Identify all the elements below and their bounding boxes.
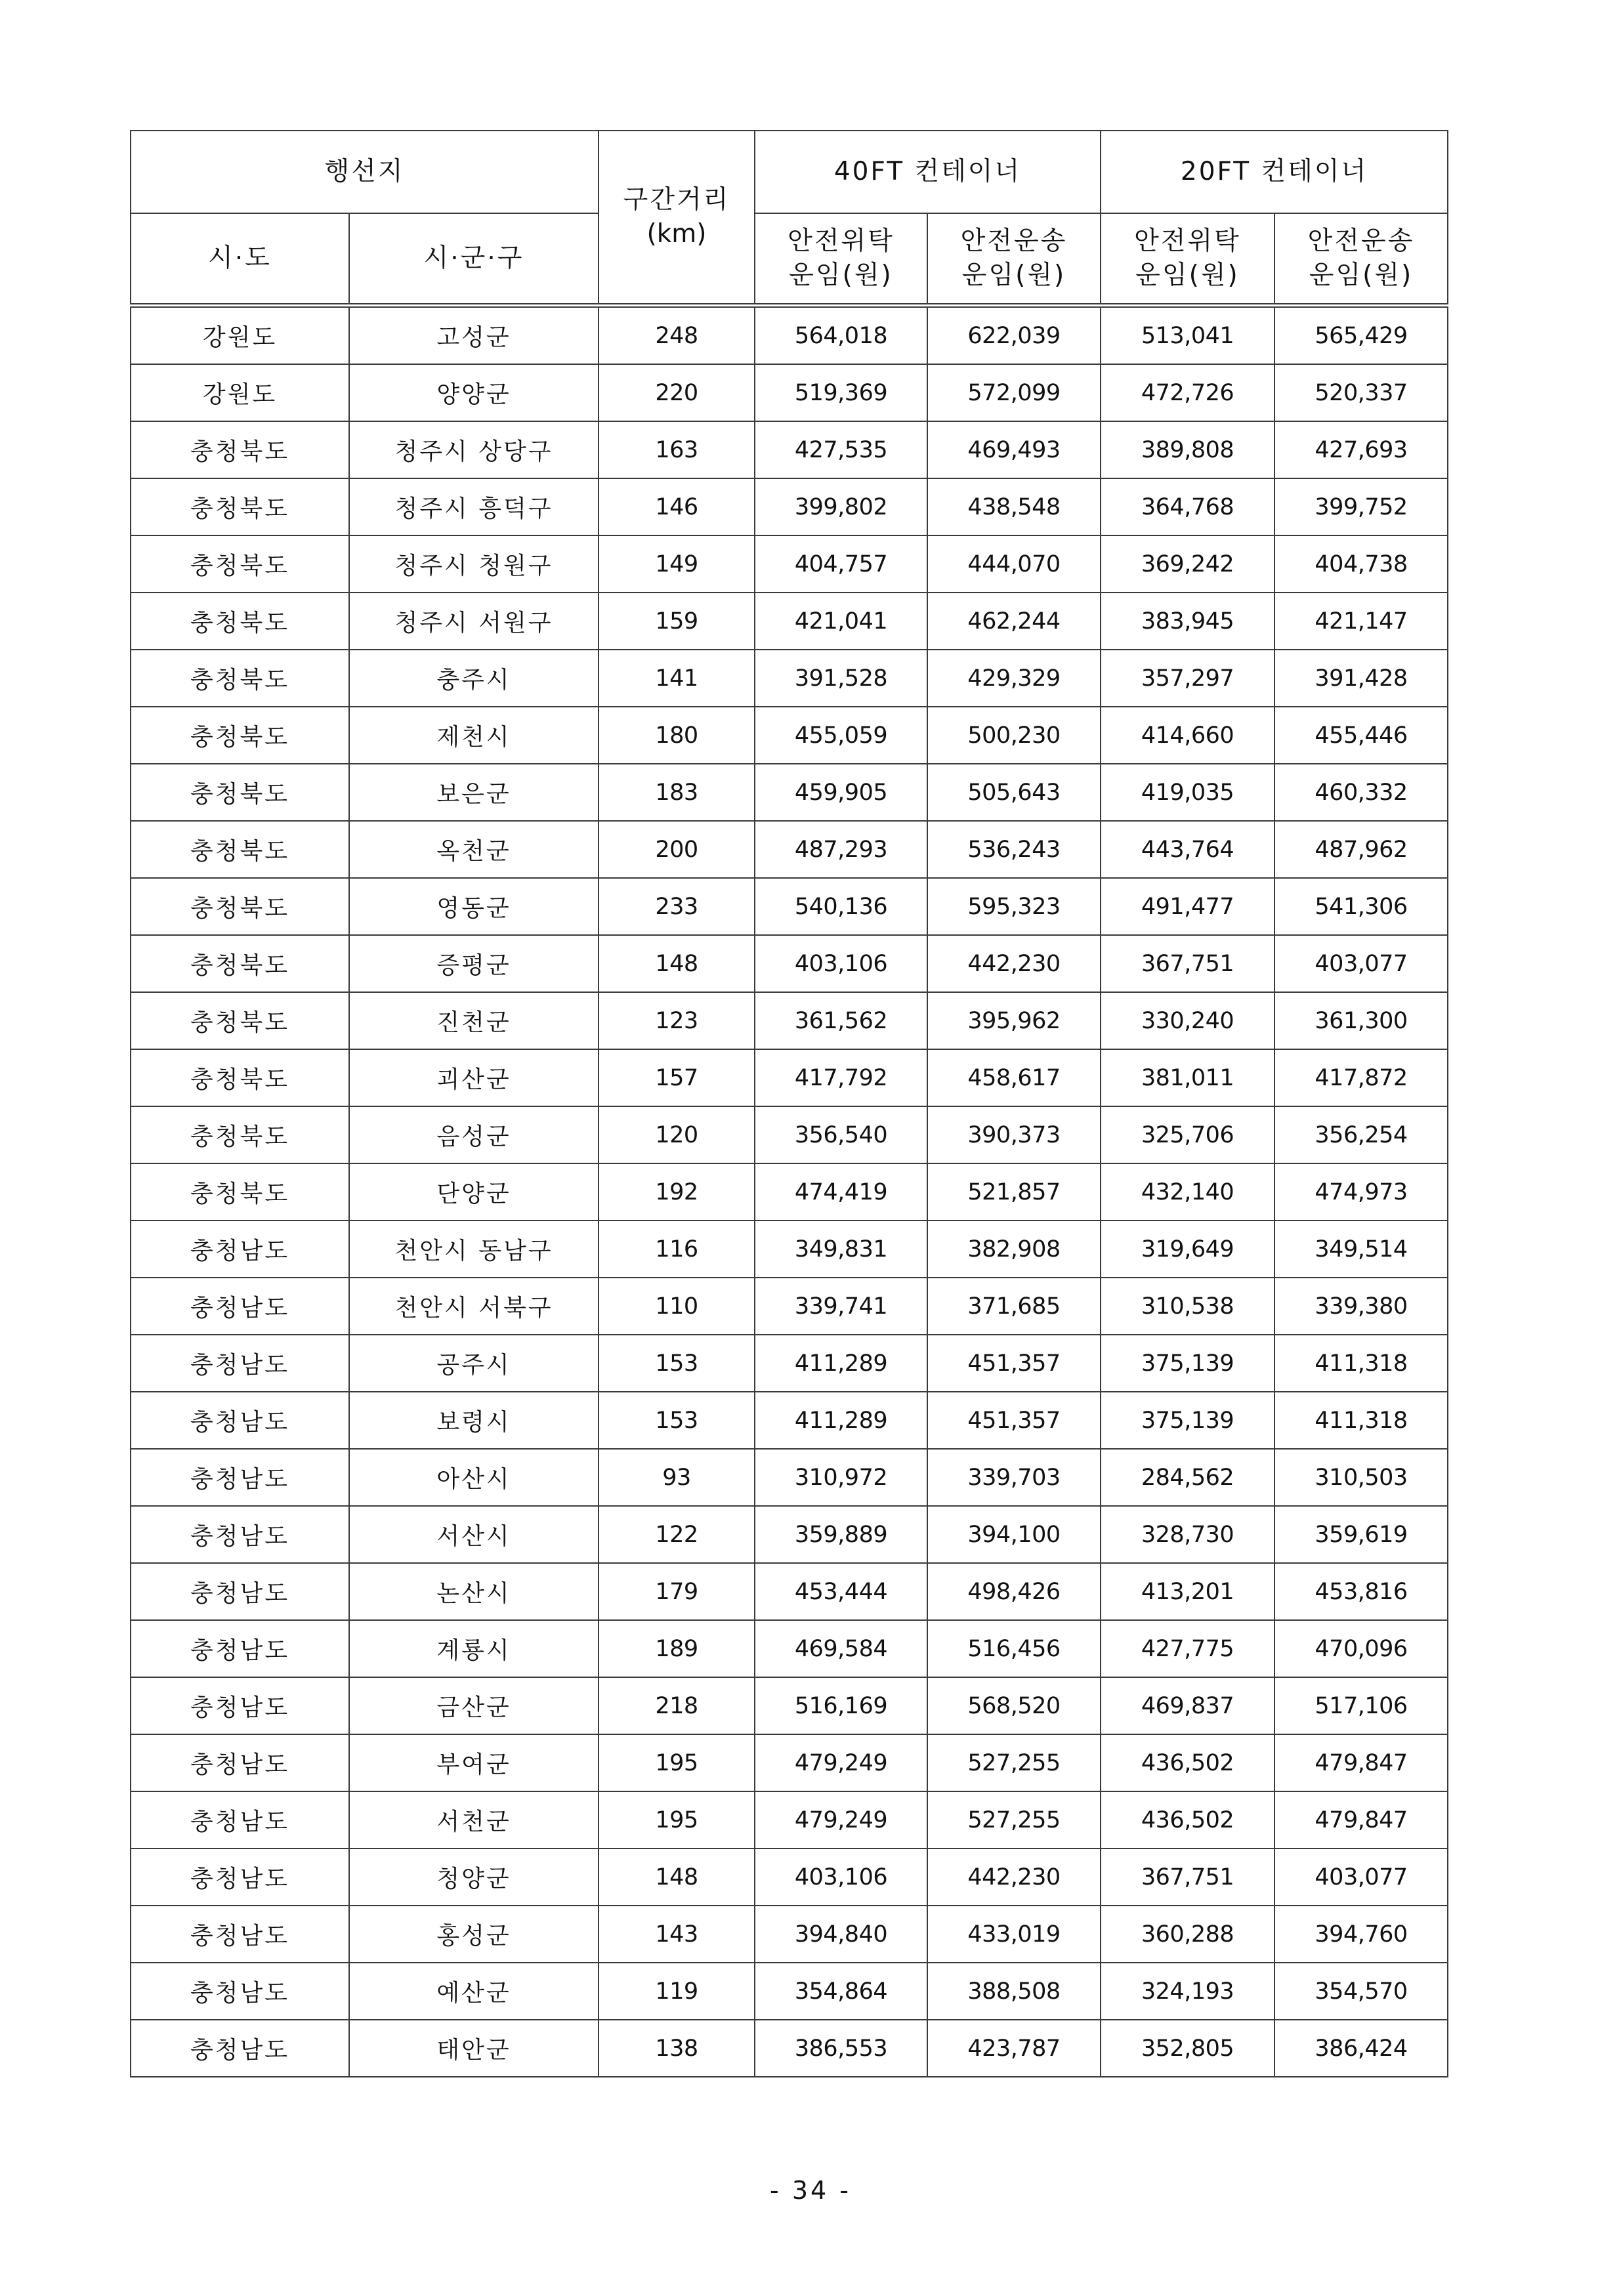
distance-cell: 123	[599, 992, 755, 1049]
ft20-commission-cell: 436,502	[1101, 1791, 1274, 1848]
ft20-transport-cell: 359,619	[1274, 1506, 1448, 1563]
ft40-commission-cell: 354,864	[755, 1963, 927, 2020]
ft20-transport-cell: 361,300	[1274, 992, 1448, 1049]
city-cell: 증평군	[349, 935, 599, 992]
province-cell: 충청남도	[131, 1848, 349, 1906]
city-cell: 청양군	[349, 1848, 599, 1906]
distance-cell: 218	[599, 1677, 755, 1734]
province-cell: 충청남도	[131, 1906, 349, 1963]
ft20-commission-cell: 284,562	[1101, 1449, 1274, 1506]
province-cell: 충청북도	[131, 821, 349, 878]
city-cell: 서천군	[349, 1791, 599, 1848]
city-cell: 홍성군	[349, 1906, 599, 1963]
city-cell: 부여군	[349, 1734, 599, 1791]
transport-line2: 운임(원)	[1309, 261, 1414, 290]
transport-line2: 운임(원)	[961, 261, 1066, 290]
ft20-commission-cell: 413,201	[1101, 1563, 1274, 1620]
province-cell: 충청북도	[131, 935, 349, 992]
distance-cell: 233	[599, 878, 755, 935]
province-cell: 충청남도	[131, 1506, 349, 1563]
city-cell: 충주시	[349, 650, 599, 707]
province-cell: 충청남도	[131, 1449, 349, 1506]
ft20-transport-cell: 403,077	[1274, 935, 1448, 992]
table-row	[131, 1335, 1448, 1392]
province-cell: 충청남도	[131, 1335, 349, 1392]
distance-label: 구간거리	[623, 185, 730, 215]
table-row	[131, 306, 1448, 365]
table-row	[131, 707, 1448, 764]
province-cell: 충청북도	[131, 650, 349, 707]
city-cell: 계룡시	[349, 1620, 599, 1677]
ft40-commission-cell: 427,535	[755, 421, 927, 478]
table-row	[131, 992, 1448, 1049]
table-row	[131, 1620, 1448, 1677]
city-cell: 진천군	[349, 992, 599, 1049]
distance-cell: 119	[599, 1963, 755, 2020]
table-row	[131, 1791, 1448, 1848]
province-cell: 충청북도	[131, 1163, 349, 1221]
ft40-commission-cell: 421,041	[755, 593, 927, 650]
city-cell: 음성군	[349, 1106, 599, 1163]
ft20-transport-cell: 427,693	[1274, 421, 1448, 478]
ft40-transport-cell: 433,019	[927, 1906, 1101, 1963]
ft40-transport-cell: 423,787	[927, 2020, 1101, 2077]
table-row	[131, 478, 1448, 535]
province-cell: 충청남도	[131, 1791, 349, 1848]
page-number: - 34 -	[770, 2176, 851, 2205]
ft20-transport-cell: 460,332	[1274, 764, 1448, 821]
table-row	[131, 764, 1448, 821]
ft40-transport-cell: 394,100	[927, 1506, 1101, 1563]
table-row	[131, 935, 1448, 992]
table-row	[131, 1963, 1448, 2020]
province-cell: 충청북도	[131, 1049, 349, 1106]
ft40-commission-cell: 386,553	[755, 2020, 927, 2077]
city-cell: 청주시 서원구	[349, 593, 599, 650]
ft20-commission-cell: 324,193	[1101, 1963, 1274, 2020]
ft40-commission-cell: 403,106	[755, 935, 927, 992]
ft20-transport-cell: 356,254	[1274, 1106, 1448, 1163]
table-row	[131, 364, 1448, 421]
city-cell: 단양군	[349, 1163, 599, 1221]
ft20-transport-cell: 403,077	[1274, 1848, 1448, 1906]
ft40-commission-cell: 339,741	[755, 1278, 927, 1335]
province-cell: 충청남도	[131, 1392, 349, 1449]
commission-line1: 안전위탁	[1134, 226, 1241, 256]
table-row	[131, 821, 1448, 878]
ft40-commission-cell: 391,528	[755, 650, 927, 707]
header-row-sub	[131, 213, 1448, 306]
ft20-commission-cell: 383,945	[1101, 593, 1274, 650]
distance-cell: 138	[599, 2020, 755, 2077]
ft40-commission-cell: 394,840	[755, 1906, 927, 1963]
ft20-commission-cell: 375,139	[1101, 1392, 1274, 1449]
ft40-transport-cell: 388,508	[927, 1963, 1101, 2020]
destination-header: 행선지	[131, 131, 599, 213]
ft40-transport-cell: 572,099	[927, 364, 1101, 421]
city-cell: 태안군	[349, 2020, 599, 2077]
ft40-transport-cell: 395,962	[927, 992, 1101, 1049]
ft20-commission-cell: 360,288	[1101, 1906, 1274, 1963]
ft40-commission-cell: 361,562	[755, 992, 927, 1049]
ft20-transport-cell: 479,847	[1274, 1734, 1448, 1791]
ft40-commission-cell: 479,249	[755, 1791, 927, 1848]
city-cell: 제천시	[349, 707, 599, 764]
distance-cell: 120	[599, 1106, 755, 1163]
ft40-commission-cell: 349,831	[755, 1221, 927, 1278]
ft20-transport-cell: 394,760	[1274, 1906, 1448, 1963]
city-cell: 보령시	[349, 1392, 599, 1449]
ft20-transport-cell: 487,962	[1274, 821, 1448, 878]
ft20-transport-cell: 517,106	[1274, 1677, 1448, 1734]
province-cell: 강원도	[131, 364, 349, 421]
city-cell: 공주시	[349, 1335, 599, 1392]
city-cell: 논산시	[349, 1563, 599, 1620]
ft20-transport-cell: 417,872	[1274, 1049, 1448, 1106]
province-cell: 충청북도	[131, 478, 349, 535]
ft20-commission-cell: 375,139	[1101, 1335, 1274, 1392]
ft40-commission-cell: 474,419	[755, 1163, 927, 1221]
province-cell: 충청남도	[131, 1677, 349, 1734]
ft40-commission-cell: 487,293	[755, 821, 927, 878]
province-cell: 충청남도	[131, 1563, 349, 1620]
ft20-transport-cell: 399,752	[1274, 478, 1448, 535]
province-cell: 충청남도	[131, 1963, 349, 2020]
ft40-transport-cell: 442,230	[927, 935, 1101, 992]
ft40-commission-cell: 469,584	[755, 1620, 927, 1677]
table-row	[131, 1106, 1448, 1163]
ft40-commission-cell: 411,289	[755, 1335, 927, 1392]
distance-cell: 143	[599, 1906, 755, 1963]
ft40-transport-cell: 527,255	[927, 1734, 1101, 1791]
ft40-commission-cell: 356,540	[755, 1106, 927, 1163]
distance-cell: 157	[599, 1049, 755, 1106]
ft20-transport-cell: 470,096	[1274, 1620, 1448, 1677]
table-row	[131, 1278, 1448, 1335]
distance-cell: 93	[599, 1449, 755, 1506]
ft20-transport-cell: 453,816	[1274, 1563, 1448, 1620]
ft20-commission-cell: 319,649	[1101, 1221, 1274, 1278]
city-cell: 청주시 상당구	[349, 421, 599, 478]
freight-rate-table	[130, 130, 1448, 2077]
ft40-commission-cell: 455,059	[755, 707, 927, 764]
ft40-commission-cell: 564,018	[755, 306, 927, 365]
ft20-commission-cell: 432,140	[1101, 1163, 1274, 1221]
province-cell: 충청북도	[131, 878, 349, 935]
table-row	[131, 1677, 1448, 1734]
table-header	[131, 131, 1448, 306]
distance-cell: 116	[599, 1221, 755, 1278]
distance-cell: 149	[599, 535, 755, 593]
city-cell: 예산군	[349, 1963, 599, 2020]
table-row	[131, 1163, 1448, 1221]
province-cell: 충청남도	[131, 1734, 349, 1791]
ft40-transport-cell: 390,373	[927, 1106, 1101, 1163]
table-row	[131, 2020, 1448, 2077]
province-header: 시·도	[131, 213, 349, 306]
province-cell: 충청남도	[131, 2020, 349, 2077]
ft20-transport-cell: 310,503	[1274, 1449, 1448, 1506]
ft20-commission-cell: 414,660	[1101, 707, 1274, 764]
distance-cell: 141	[599, 650, 755, 707]
ft40-transport-cell: 339,703	[927, 1449, 1101, 1506]
province-cell: 충청북도	[131, 593, 349, 650]
distance-header	[599, 131, 755, 306]
distance-cell: 110	[599, 1278, 755, 1335]
ft40-transport-header	[927, 213, 1101, 306]
ft20-transport-cell: 479,847	[1274, 1791, 1448, 1848]
commission-line2: 운임(원)	[789, 261, 893, 290]
ft20-transport-cell: 349,514	[1274, 1221, 1448, 1278]
ft20-transport-cell: 354,570	[1274, 1963, 1448, 2020]
city-cell: 양양군	[349, 364, 599, 421]
ft40-commission-cell: 479,249	[755, 1734, 927, 1791]
ft40-commission-header	[755, 213, 927, 306]
ft20-commission-cell: 436,502	[1101, 1734, 1274, 1791]
ft20-transport-cell: 411,318	[1274, 1335, 1448, 1392]
ft20-commission-cell: 310,538	[1101, 1278, 1274, 1335]
ft20-transport-cell: 455,446	[1274, 707, 1448, 764]
table-row	[131, 1506, 1448, 1563]
ft40-transport-cell: 498,426	[927, 1563, 1101, 1620]
ft40-transport-cell: 505,643	[927, 764, 1101, 821]
ft40-transport-cell: 595,323	[927, 878, 1101, 935]
distance-cell: 200	[599, 821, 755, 878]
distance-cell: 148	[599, 1848, 755, 1906]
ft20-commission-cell: 491,477	[1101, 878, 1274, 935]
ft40-transport-cell: 382,908	[927, 1221, 1101, 1278]
ft40-commission-cell: 359,889	[755, 1506, 927, 1563]
ft20-transport-cell: 520,337	[1274, 364, 1448, 421]
ft40-transport-cell: 521,857	[927, 1163, 1101, 1221]
header-row-top	[131, 131, 1448, 213]
city-cell: 영동군	[349, 878, 599, 935]
ft20-transport-cell: 541,306	[1274, 878, 1448, 935]
commission-line2: 운임(원)	[1135, 261, 1240, 290]
ft20-commission-cell: 369,242	[1101, 535, 1274, 593]
ft40-transport-cell: 500,230	[927, 707, 1101, 764]
ft20-commission-cell: 357,297	[1101, 650, 1274, 707]
ft40-commission-cell: 417,792	[755, 1049, 927, 1106]
ft20-commission-cell: 367,751	[1101, 935, 1274, 992]
province-cell: 충청북도	[131, 1106, 349, 1163]
ft20-transport-cell: 421,147	[1274, 593, 1448, 650]
city-cell: 옥천군	[349, 821, 599, 878]
ft20-commission-cell: 367,751	[1101, 1848, 1274, 1906]
ft20-transport-cell: 411,318	[1274, 1392, 1448, 1449]
distance-cell: 248	[599, 306, 755, 365]
ft40-commission-cell: 403,106	[755, 1848, 927, 1906]
ft20-transport-cell: 386,424	[1274, 2020, 1448, 2077]
table-row	[131, 1392, 1448, 1449]
ft40-transport-cell: 444,070	[927, 535, 1101, 593]
ft20-commission-cell: 389,808	[1101, 421, 1274, 478]
city-cell: 천안시 동남구	[349, 1221, 599, 1278]
ft20-commission-header	[1101, 213, 1274, 306]
table-row	[131, 593, 1448, 650]
ft40-transport-cell: 622,039	[927, 306, 1101, 365]
ft40-transport-cell: 429,329	[927, 650, 1101, 707]
province-cell: 충청남도	[131, 1221, 349, 1278]
table-row	[131, 1221, 1448, 1278]
distance-cell: 195	[599, 1734, 755, 1791]
distance-cell: 159	[599, 593, 755, 650]
ft20-commission-cell: 381,011	[1101, 1049, 1274, 1106]
ft40-transport-cell: 462,244	[927, 593, 1101, 650]
table-row	[131, 421, 1448, 478]
table-row	[131, 878, 1448, 935]
ft40-commission-cell: 399,802	[755, 478, 927, 535]
ft40-transport-cell: 469,493	[927, 421, 1101, 478]
city-cell: 청주시 청원구	[349, 535, 599, 593]
transport-line1: 안전운송	[1307, 226, 1415, 256]
ft20-commission-cell: 427,775	[1101, 1620, 1274, 1677]
city-cell: 고성군	[349, 306, 599, 365]
city-cell: 청주시 흥덕구	[349, 478, 599, 535]
distance-cell: 179	[599, 1563, 755, 1620]
ft20-commission-cell: 513,041	[1101, 306, 1274, 365]
distance-cell: 153	[599, 1335, 755, 1392]
ft20-transport-header	[1274, 213, 1448, 306]
distance-cell: 183	[599, 764, 755, 821]
ft40-transport-cell: 568,520	[927, 1677, 1101, 1734]
province-cell: 충청남도	[131, 1278, 349, 1335]
province-cell: 충청북도	[131, 535, 349, 593]
ft40-transport-cell: 536,243	[927, 821, 1101, 878]
distance-cell: 180	[599, 707, 755, 764]
ft40-transport-cell: 438,548	[927, 478, 1101, 535]
ft40-commission-cell: 310,972	[755, 1449, 927, 1506]
ft20-commission-cell: 352,805	[1101, 2020, 1274, 2077]
ft20-header: 20FT 컨테이너	[1101, 131, 1448, 213]
ft40-transport-cell: 371,685	[927, 1278, 1101, 1335]
ft20-commission-cell: 443,764	[1101, 821, 1274, 878]
ft20-transport-cell: 474,973	[1274, 1163, 1448, 1221]
table-row	[131, 1563, 1448, 1620]
distance-cell: 189	[599, 1620, 755, 1677]
distance-cell: 163	[599, 421, 755, 478]
distance-cell: 220	[599, 364, 755, 421]
table-row	[131, 1848, 1448, 1906]
ft20-commission-cell: 472,726	[1101, 364, 1274, 421]
city-cell: 천안시 서북구	[349, 1278, 599, 1335]
distance-cell: 148	[599, 935, 755, 992]
city-cell: 금산군	[349, 1677, 599, 1734]
province-cell: 충청북도	[131, 992, 349, 1049]
ft40-header: 40FT 컨테이너	[755, 131, 1101, 213]
table-row	[131, 1734, 1448, 1791]
city-cell: 아산시	[349, 1449, 599, 1506]
table-body	[131, 306, 1448, 2077]
ft40-transport-cell: 451,357	[927, 1392, 1101, 1449]
ft20-transport-cell: 565,429	[1274, 306, 1448, 365]
province-cell: 충청북도	[131, 421, 349, 478]
ft40-commission-cell: 411,289	[755, 1392, 927, 1449]
city-header: 시·군·구	[349, 213, 599, 306]
distance-cell: 122	[599, 1506, 755, 1563]
ft20-commission-cell: 328,730	[1101, 1506, 1274, 1563]
ft40-transport-cell: 458,617	[927, 1049, 1101, 1106]
table-row	[131, 535, 1448, 593]
distance-cell: 153	[599, 1392, 755, 1449]
ft40-transport-cell: 516,456	[927, 1620, 1101, 1677]
distance-cell: 192	[599, 1163, 755, 1221]
ft20-commission-cell: 364,768	[1101, 478, 1274, 535]
ft40-commission-cell: 519,369	[755, 364, 927, 421]
distance-cell: 146	[599, 478, 755, 535]
table-row	[131, 1449, 1448, 1506]
ft20-transport-cell: 339,380	[1274, 1278, 1448, 1335]
ft20-commission-cell: 325,706	[1101, 1106, 1274, 1163]
province-cell: 강원도	[131, 306, 349, 365]
ft40-commission-cell: 540,136	[755, 878, 927, 935]
distance-cell: 195	[599, 1791, 755, 1848]
ft20-commission-cell: 469,837	[1101, 1677, 1274, 1734]
ft40-commission-cell: 404,757	[755, 535, 927, 593]
distance-unit: (km)	[646, 219, 707, 249]
ft20-commission-cell: 419,035	[1101, 764, 1274, 821]
province-cell: 충청북도	[131, 764, 349, 821]
city-cell: 괴산군	[349, 1049, 599, 1106]
ft20-transport-cell: 404,738	[1274, 535, 1448, 593]
province-cell: 충청남도	[131, 1620, 349, 1677]
ft20-commission-cell: 330,240	[1101, 992, 1274, 1049]
city-cell: 서산시	[349, 1506, 599, 1563]
ft20-transport-cell: 391,428	[1274, 650, 1448, 707]
ft40-transport-cell: 527,255	[927, 1791, 1101, 1848]
table-row	[131, 650, 1448, 707]
transport-line1: 안전운송	[960, 226, 1068, 256]
ft40-commission-cell: 459,905	[755, 764, 927, 821]
table-row	[131, 1906, 1448, 1963]
ft40-transport-cell: 451,357	[927, 1335, 1101, 1392]
city-cell: 보은군	[349, 764, 599, 821]
ft40-commission-cell: 516,169	[755, 1677, 927, 1734]
province-cell: 충청북도	[131, 707, 349, 764]
ft40-commission-cell: 453,444	[755, 1563, 927, 1620]
ft40-transport-cell: 442,230	[927, 1848, 1101, 1906]
commission-line1: 안전위탁	[788, 226, 895, 256]
table-row	[131, 1049, 1448, 1106]
